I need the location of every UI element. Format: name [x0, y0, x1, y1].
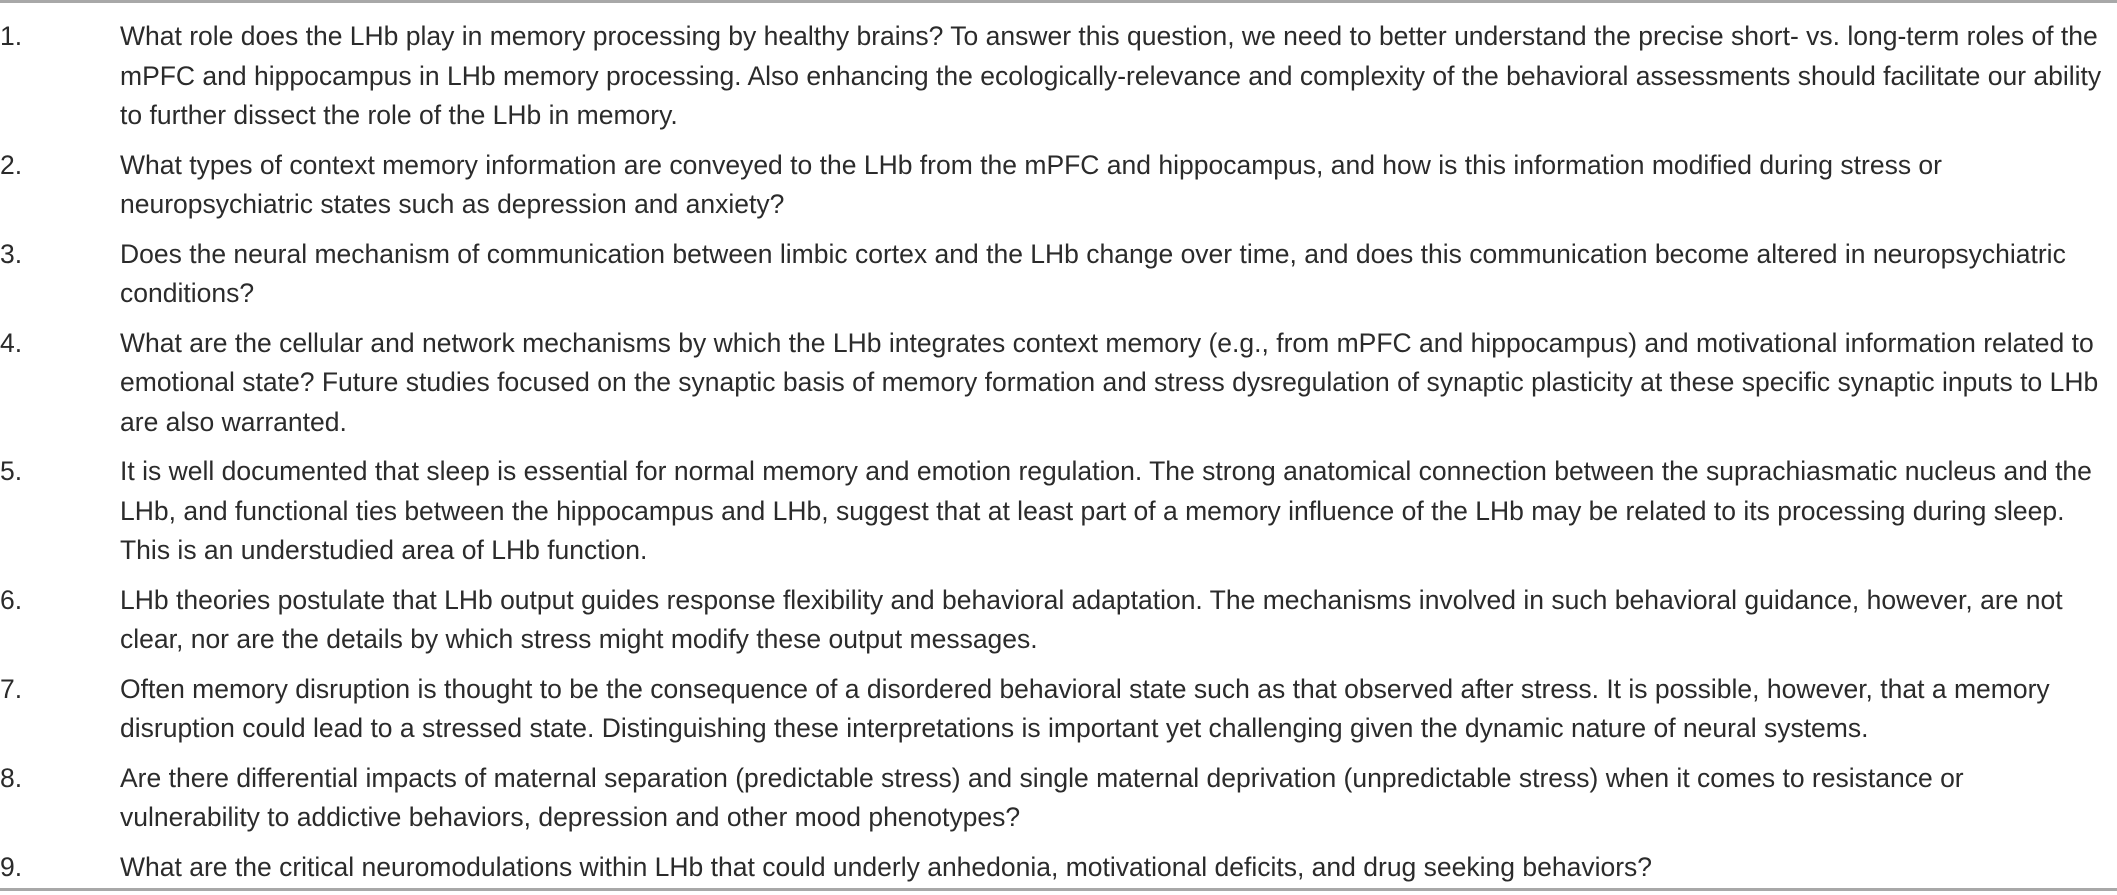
- item-number: 1.: [0, 21, 23, 51]
- item-number: 8.: [0, 762, 23, 793]
- item-text: What role does the LHb play in memory processing by healthy brains? To answer this question, we need to better understand the precise short- vs. long-term roles of the mPFC and hippocampus in LHb memory processing. Also enhancing the ecologically-relevance and complexity of the behavioral assessments should facilitate our ability to further dissect the role of the LHb in memory.: [120, 21, 2102, 130]
- item-text: What are the critical neuromodulations within LHb that could underly anhedonia, motivational deficits, and drug seeking behaviors?: [120, 851, 1653, 882]
- table-bottom-rule: [0, 888, 2117, 891]
- item-text: Often memory disruption is thought to be the consequence of a disordered behavioral state such as that observed after stress. It is possible, however, that a memory disruption could lead to a stressed state. Distinguishing these interpretations is important yet challenging given the dynamic nature of neural systems.: [120, 673, 2050, 743]
- item-number: 3.: [0, 238, 23, 269]
- item-number: 6.: [0, 584, 23, 615]
- table-top-rule: [0, 0, 2117, 3]
- list-item: [0, 452, 2117, 571]
- item-text: Are there differential impacts of maternal separation (predictable stress) and single maternal deprivation (unpredictable stress) when it comes to resistance or vulnerability to addictive behaviors, depression and other mood phenotypes?: [120, 762, 1964, 832]
- list-item: [0, 146, 2117, 225]
- list-item: [0, 670, 2117, 749]
- list-item: [0, 581, 2117, 660]
- list-item: [0, 759, 2117, 838]
- item-text: LHb theories postulate that LHb output guides response flexibility and behavioral adaptation. The mechanisms involved in such behavioral guidance, however, are not clear, nor are the details by which stress might modify these output messages.: [120, 584, 2063, 654]
- item-text: It is well documented that sleep is essential for normal memory and emotion regulation. The strong anatomical connection between the suprachiasmatic nucleus and the LHb, and functional ties between the hippocampus and LHb, suggest that at least part of a memory influence of the LHb may be related to its processing during sleep. This is an understudied area of LHb function.: [120, 456, 2092, 565]
- item-number: 4.: [0, 327, 23, 358]
- item-text: What types of context memory information are conveyed to the LHb from the mPFC and hippocampus, and how is this information modified during stress or neuropsychiatric states such as depression and anxiety?: [120, 149, 1942, 219]
- list-item: [0, 235, 2117, 314]
- open-questions-list: [0, 17, 2117, 887]
- item-number: 9.: [0, 851, 23, 882]
- item-number: 7.: [0, 673, 23, 704]
- list-item: [0, 848, 2117, 888]
- item-number: 2.: [0, 149, 23, 180]
- item-number: 5.: [0, 456, 23, 486]
- list-item: [0, 324, 2117, 443]
- item-text: What are the cellular and network mechanisms by which the LHb integrates context memory (e.g., from mPFC and hippocampus) and motivational information related to emotional state? Future studies focused on the synaptic basis of memory formation and stress dysregulation of synaptic plasticity at these specific synaptic inputs to LHb are also warranted.: [120, 327, 2099, 437]
- item-text: Does the neural mechanism of communication between limbic cortex and the LHb change over time, and does this communication become altered in neuropsychiatric conditions?: [120, 238, 2066, 308]
- list-item: [0, 17, 2117, 136]
